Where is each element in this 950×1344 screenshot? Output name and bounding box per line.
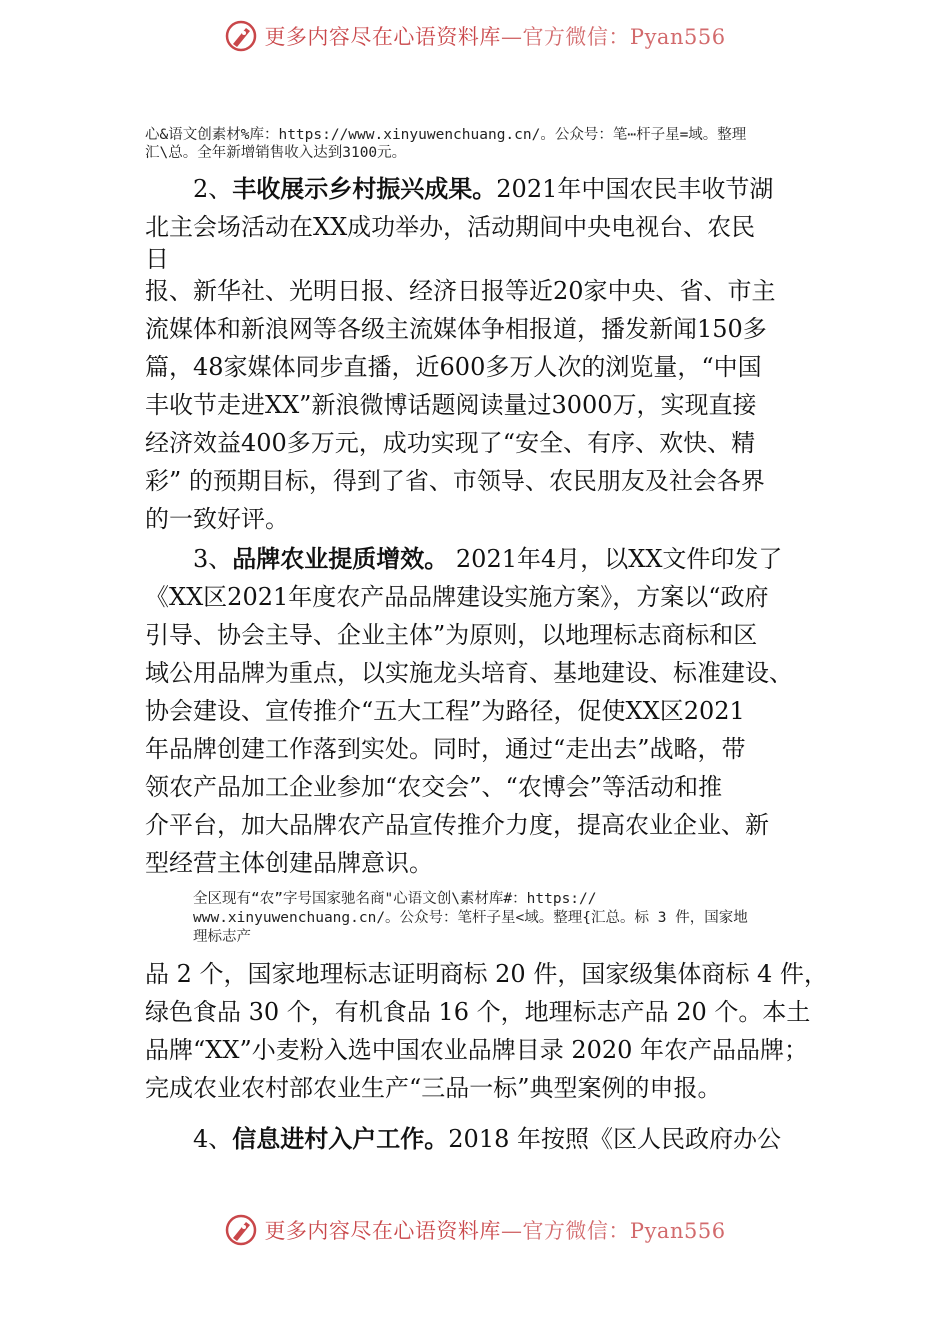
paragraph-item-4: [145, 1120, 825, 1158]
para-line: 北主会场活动在XX成功举办，活动期间中央电视台、农民: [145, 213, 756, 241]
para-line: 的一致好评。: [145, 505, 289, 533]
item-heading: 丰收展示乡村振兴成果。: [232, 175, 497, 203]
note-line: 汇\总。全年新增销售收入达到3100元。: [145, 145, 407, 161]
para-line: 绿色食品 30 个，有机食品 16 个，地理标志产品 20 个。本土: [145, 998, 811, 1026]
para-line: 引导、协会主导、企业主体”为原则，以地理标志商标和区: [145, 621, 758, 649]
footer-banner: [0, 1210, 950, 1250]
para-line: 域公用品牌为重点，以实施龙头培育、基地建设、标准建设、: [145, 659, 793, 687]
paragraph-item-3: [145, 540, 825, 882]
item-heading: 信息进村入户工作。: [232, 1125, 449, 1153]
source-note-2: [193, 890, 825, 947]
note-line: 全区现有“农”字号国家驰名商"心语文创\素材库#：https://: [193, 891, 597, 907]
para-line: 品牌“XX”小麦粉入选中国农业品牌目录 2020 年农产品品牌；: [145, 1036, 809, 1064]
item-number: 2、: [193, 175, 233, 203]
para-line: 2018 年按照《区人民政府办公: [448, 1125, 781, 1153]
para-line: 篇，48家媒体同步直播，近600多万人次的浏览量，“中国: [145, 353, 762, 381]
item-number: 3、: [193, 545, 233, 573]
para-line: 《XX区2021年度农产品品牌建设实施方案》，方案以“政府: [145, 583, 769, 611]
para-line: 领农产品加工企业参加“农交会”、“农博会”等活动和推: [145, 773, 723, 801]
para-line: 流媒体和新浪网等各级主流媒体争相报道，播发新闻150多: [145, 315, 767, 343]
paragraph-item-3-continued: [145, 955, 828, 1107]
pen-logo-icon: [224, 19, 258, 53]
para-line: 2021年4月，以XX文件印发了: [448, 545, 783, 573]
paragraph-item-2: [145, 170, 825, 538]
para-line: 日: [145, 245, 169, 273]
item-number: 4、: [193, 1125, 233, 1153]
para-line: 丰收节走进XX”新浪微博话题阅读量过3000万，实现直接: [145, 391, 757, 419]
para-line: 经济效益400多万元，成功实现了“安全、有序、欢快、精: [145, 429, 756, 457]
banner-text: 更多内容尽在心语资料库—官方微信：Pyan556: [264, 1219, 726, 1243]
source-note-1: [145, 126, 825, 162]
banner-text: 更多内容尽在心语资料库—官方微信：Pyan556: [264, 25, 726, 49]
para-line: 年品牌创建工作落到实处。同时，通过“走出去”战略，带: [145, 735, 746, 763]
para-line: 彩” 的预期目标，得到了省、市领导、农民朋友及社会各界: [145, 467, 765, 495]
item-heading: 品牌农业提质增效。: [232, 545, 449, 573]
para-line: 品 2 个，国家地理标志证明商标 20 件，国家级集体商标 4 件，: [145, 960, 828, 988]
note-line: www.xinyuwenchuang.cn/。公众号：笔杆子星<域。整理{汇总。标 3 件，国家地: [193, 910, 748, 926]
note-line: 心&语文创素材%库：https://www.xinyuwenchuang.cn/。公众号：笔⋯杆子星=域。整理: [145, 127, 747, 143]
para-line: 介平台，加大品牌农产品宣传推介力度，提高农业企业、新: [145, 811, 769, 839]
para-line: 2021年中国农民丰收节湖: [496, 175, 774, 203]
pen-logo-icon: [224, 1213, 258, 1247]
para-line: 完成农业农村部农业生产“三品一标”典型案例的申报。: [145, 1074, 722, 1102]
para-line: 报、新华社、光明日报、经济日报等近20家中央、省、市主: [145, 277, 776, 305]
note-line: 理标志产: [193, 929, 251, 945]
para-line: 型经营主体创建品牌意识。: [145, 849, 433, 877]
header-banner: [0, 16, 950, 56]
para-line: 协会建设、宣传推介“五大工程”为路径，促使XX区2021: [145, 697, 745, 725]
